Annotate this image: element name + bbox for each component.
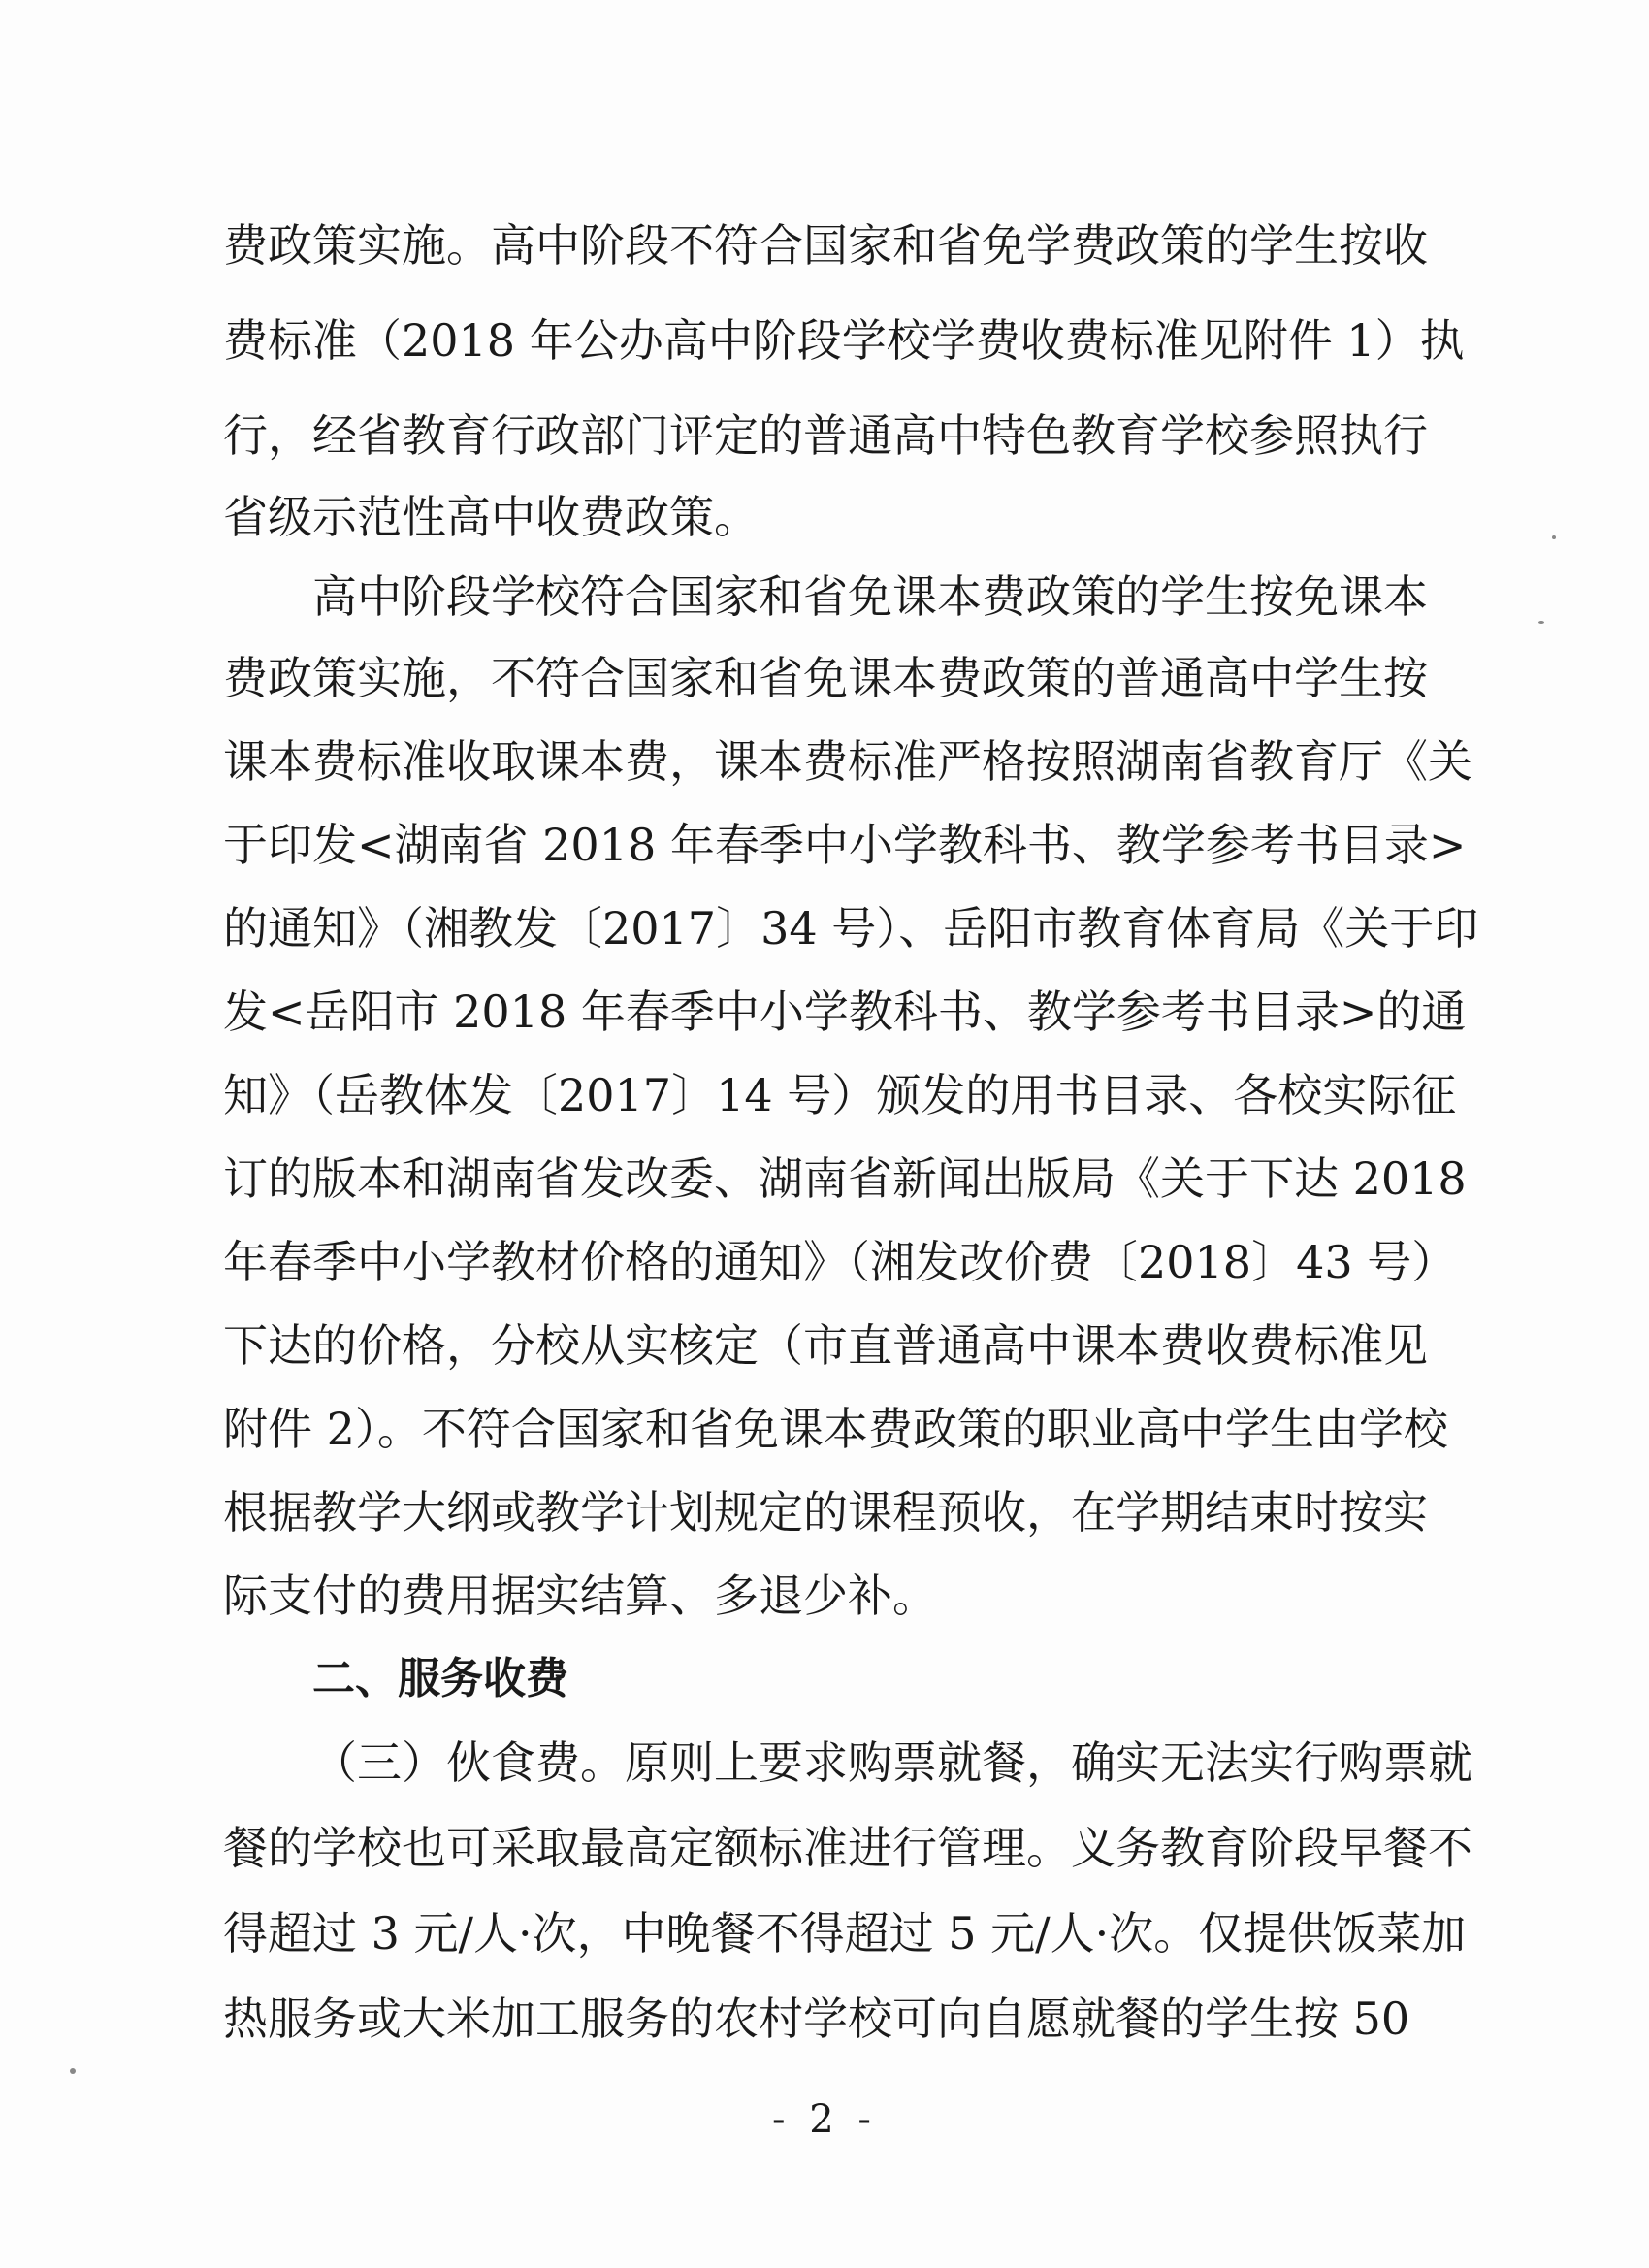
paragraph-line: 费政策实施，不符合国家和省免课本费政策的普通高中学生按 bbox=[223, 652, 1428, 704]
paragraph-line: 订的版本和湖南省发改委、湖南省新闻出版局《关于下达 2018 bbox=[223, 1152, 1467, 1205]
paragraph-line: 的通知》（湘教发〔2017〕34 号）、岳阳市教育体育局《关于印 bbox=[223, 902, 1479, 955]
paragraph-line: 费政策实施。高中阶段不符合国家和省免学费政策的学生按收 bbox=[223, 219, 1428, 272]
paragraph-line: 热服务或大米加工服务的农村学校可向自愿就餐的学生按 50 bbox=[223, 1993, 1410, 2045]
paragraph-line: 下达的价格，分校从实核定（市直普通高中课本费收费标准见 bbox=[223, 1319, 1428, 1372]
paragraph-line: 际支付的费用据实结算、多退少补。 bbox=[223, 1570, 937, 1622]
paragraph-line: 餐的学校也可采取最高定额标准进行管理。义务教育阶段早餐不 bbox=[223, 1822, 1472, 1874]
paragraph-line: 得超过 3 元/人·次，中晚餐不得超过 5 元/人·次。仅提供饭菜加 bbox=[223, 1907, 1467, 1960]
paragraph-line: 省级示范性高中收费政策。 bbox=[223, 491, 759, 543]
paragraph-line: （三）伙食费。原则上要求购票就餐，确实无法实行购票就 bbox=[312, 1736, 1472, 1789]
scan-speck bbox=[1538, 621, 1544, 624]
paragraph-line: 高中阶段学校符合国家和省免课本费政策的学生按免课本 bbox=[312, 570, 1428, 623]
paragraph-line: 发<岳阳市 2018 年春季中小学教科书、教学参考书目录>的通 bbox=[223, 986, 1467, 1038]
paragraph-line: 知》（岳教体发〔2017〕14 号）颁发的用书目录、各校实际征 bbox=[223, 1069, 1457, 1121]
paragraph-line: 费标准（2018 年公办高中阶段学校学费收费标准见附件 1）执 bbox=[223, 314, 1465, 367]
scan-speck bbox=[1552, 535, 1556, 539]
paragraph-line: 于印发<湖南省 2018 年春季中小学教科书、教学参考书目录> bbox=[223, 819, 1467, 871]
section-heading: 二、服务收费 bbox=[312, 1654, 568, 1703]
paragraph-line: 行，经省教育行政部门评定的普通高中特色教育学校参照执行 bbox=[223, 409, 1428, 462]
paragraph-line: 课本费标准收取课本费，课本费标准严格按照湖南省教育厅《关 bbox=[223, 735, 1472, 788]
paragraph-line: 根据教学大纲或教学计划规定的课程预收，在学期结束时按实 bbox=[223, 1486, 1428, 1539]
paragraph-line: 附件 2）。不符合国家和省免课本费政策的职业高中学生由学校 bbox=[223, 1403, 1448, 1455]
scan-speck bbox=[70, 2068, 76, 2074]
paragraph-line: 年春季中小学教材价格的通知》（湘发改价费〔2018〕43 号） bbox=[223, 1236, 1457, 1288]
page-number: - 2 - bbox=[772, 2097, 877, 2142]
